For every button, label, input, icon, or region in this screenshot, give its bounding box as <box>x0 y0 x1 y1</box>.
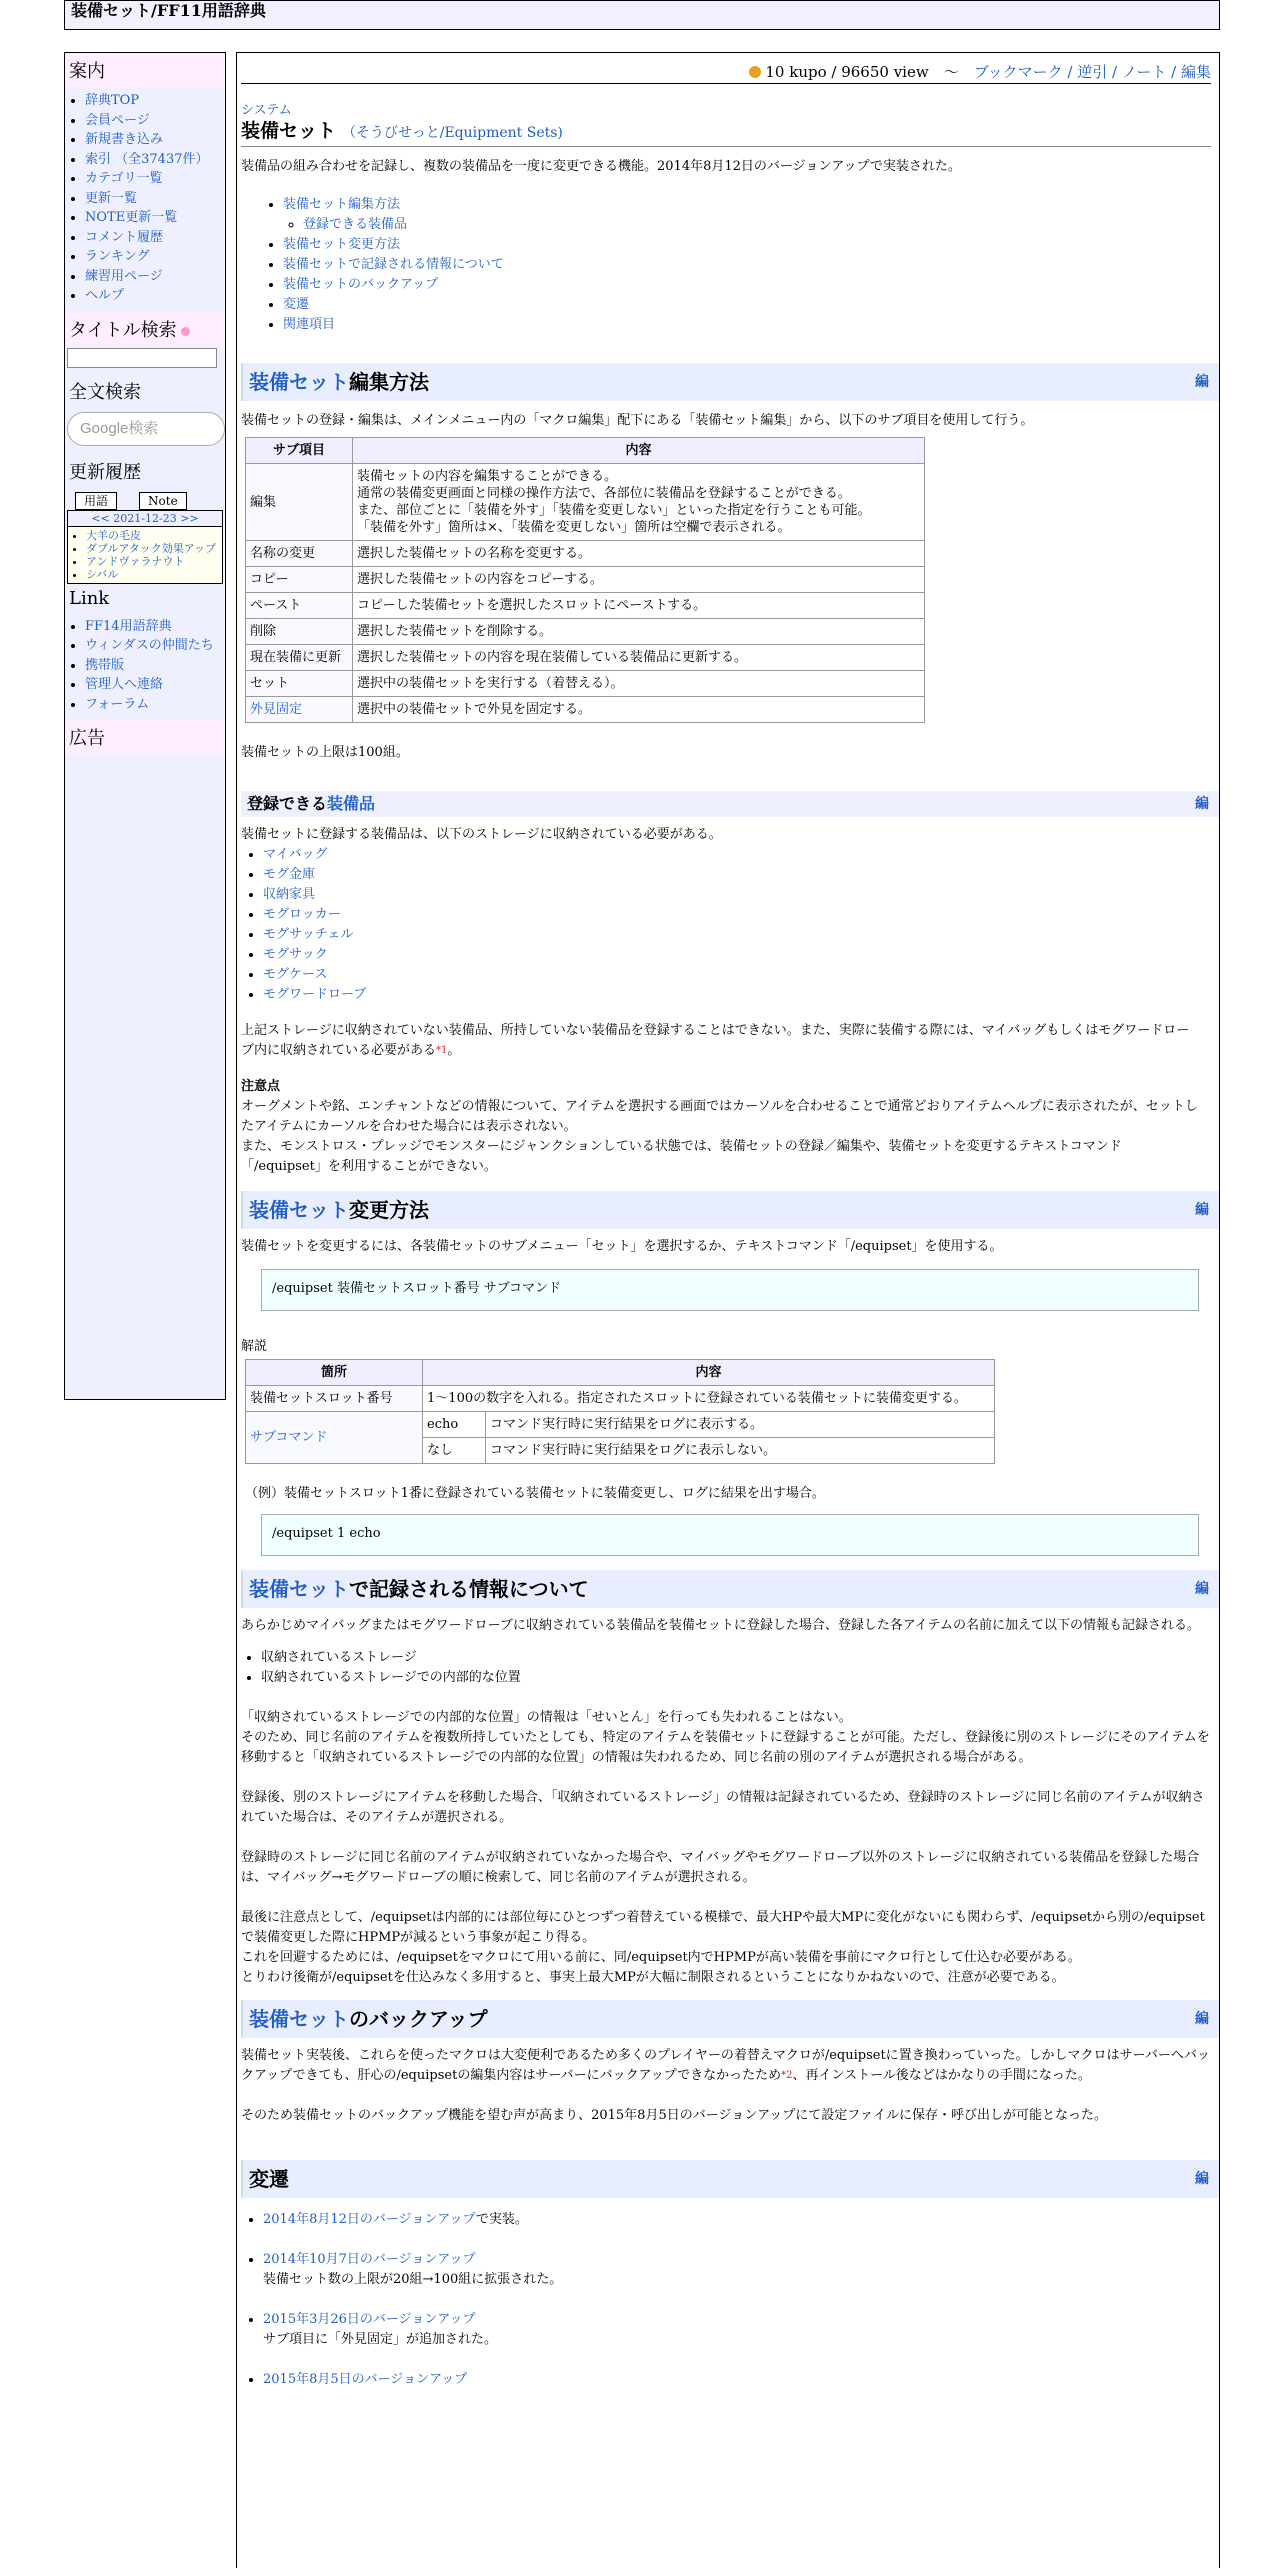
link-item[interactable]: 携帯版 <box>85 657 125 673</box>
nav-item[interactable]: カテゴリ一覧 <box>85 171 163 186</box>
edit-link[interactable]: 編 <box>1195 796 1209 812</box>
nav-title: 案内 <box>65 53 225 87</box>
section-heading-registrable: 登録できる装備品 編 <box>241 791 1219 817</box>
edit-link[interactable]: 編 <box>1195 374 1209 390</box>
example-text: （例）装備セットスロット1番に登録されている装備セットに装備変更し、ログに結果を出す場合。 <box>245 1486 825 1501</box>
list-item[interactable]: モグケース <box>263 967 328 982</box>
link-heading: Link <box>69 587 110 609</box>
edit-link[interactable]: 編 <box>1195 2171 1209 2187</box>
list-item: • 2015年8月5日のバージョンアップ <box>263 2370 1219 2390</box>
edit-link[interactable]: 編 <box>1195 2011 1209 2027</box>
list-item[interactable]: マイバッグ <box>263 847 328 862</box>
google-search-input[interactable]: Google検索 <box>67 412 225 446</box>
view-stats: 10 kupo / 96650 view ～ <box>765 63 959 81</box>
list-item: • 2014年8月12日のバージョンアップで実装。 <box>263 2210 1219 2230</box>
registrable-lead: 装備セットに登録する装備品は、以下のストレージに収納されている必要がある。 <box>241 827 722 842</box>
table-of-contents <box>241 195 1219 335</box>
nav-item[interactable]: ヘルプ <box>85 288 125 303</box>
nav-item[interactable]: ランキング <box>85 249 150 264</box>
history-tab-terms[interactable]: 用語 <box>75 492 117 510</box>
history-list <box>241 2210 1219 2390</box>
section-heading-change: 装備セット変更方法 編 <box>241 1191 1219 1229</box>
nav-item[interactable]: 会員ページ <box>85 112 150 128</box>
list-item: • 収納されているストレージ <box>261 1648 1219 1668</box>
table-row: セット 選択中の装備セットを実行する（着替える）。 <box>246 671 925 697</box>
intro-text: 装備品の組み合わせを記録し、複数の装備品を一度に変更できる機能。2014年8月12日のバージョンアップで実装された。 <box>241 159 961 174</box>
link-item[interactable]: FF14用語辞典 <box>85 618 172 634</box>
list-item: • 収納されているストレージでの内部的な位置 <box>261 1668 1219 1688</box>
section-heading-history: 変遷 編 <box>241 2160 1219 2198</box>
list-item[interactable]: 収納家具 <box>263 887 316 902</box>
section-heading-info: 装備セットで記録される情報について 編 <box>241 1570 1219 1608</box>
toc-item[interactable]: 装備セット編集方法 <box>283 197 401 212</box>
toc-item[interactable]: 装備セットで記録される情報について <box>283 257 504 272</box>
backup-p2: そのため装備セットのバックアップ機能を望む声が高まり、2015年8月5日のバージョンアップにて設定ファイルに保存・呼び出しが可能となった。 <box>241 2108 1108 2123</box>
history-heading: 更新履歴 <box>69 461 141 483</box>
history-item[interactable]: アンドヴァラナウト <box>86 554 185 568</box>
section-heading-edit: 装備セット編集方法 編 <box>241 363 1219 401</box>
category-link[interactable]: システム <box>241 103 292 118</box>
kupo-icon <box>749 66 761 78</box>
edit-link[interactable]: 編 <box>1195 1202 1209 1218</box>
table-row: 名称の変更 選択した装備セットの名称を変更する。 <box>246 541 925 567</box>
page-header <box>64 0 1220 30</box>
list-item[interactable]: モグロッカー <box>263 907 341 922</box>
toc-item[interactable]: 装備セット変更方法 <box>283 237 401 252</box>
info-p4: 登録時のストレージに同じ名前のアイテムが収納されていなかった場合や、マイバッグやモグワードローブ以外のストレージに収納されている装備品を登録した場合は、マイバッグ→モグワードローブの順に検索して、同じ名前のアイテムが選択される。 <box>241 1850 1200 1885</box>
backup-p1: 装備セット実装後、これらを使ったマクロは大変便利であるため多くのプレイヤーの着替えマクロが/equipsetに置き換わっていった。しかしマクロはサーバーへバックアップできても、肝心の/equipsetの編集内容はサーバーにバックアップできなかったため$^{*2}$、再インストール後などはかなりの手間になった。 <box>241 2048 1210 2083</box>
list-item[interactable]: モグサック <box>263 947 328 962</box>
table-row: なし コマンド実行時に実行結果をログに表示しない。 <box>246 1438 995 1464</box>
table-row: 編集 装備セットの内容を編集することができる。 通常の装備変更画面と同様の操作方法で、各部位に装備品を登録することができる。 また、部位ごとに「装備を外す」「装備を変更しない」といった指定を行うことも可能。 「装備を外す」箇所は×、「装備を変更しない」箇所は空欄で表示される。 <box>246 464 925 541</box>
info-list <box>241 1648 1219 1688</box>
info-p1: あらかじめマイバッグまたはモグワードローブに収納されている装備品を装備セットに登録した場合、登録した各アイテムの名前に加えて以下の情報も記録される。 <box>241 1618 1201 1633</box>
edit-lead: 装備セットの登録・編集は、メインメニュー内の「マクロ編集」配下にある「装備セット編集」から、以下のサブ項目を使用して行う。 <box>241 413 1034 428</box>
info-p5: 最後に注意点として、/equipsetは内部的には部位毎にひとつずつ着替えている模様で、最大HPや最大MPに変化がないにも関わらず、/equipsetから別の/equipsetで装備変更した際にHPMPが減るという事象が起こり得る。 これを回避するためには、/equipsetをマクロにて用いる前に、同/equipset内でHPMPが高い装備を事前にマクロ行として仕込む必要がある。 とりわけ後衛が/equipsetを仕込みなく多用すると、事実上最大MPが大幅に制限されるということになりかねないので、注意が必要である。 <box>241 1910 1205 1985</box>
change-lead: 装備セットを変更するには、各装備セットのサブメニュー「セット」を選択するか、テキストコマンド「/equipset」を使用する。 <box>241 1239 1003 1254</box>
table-row: コピー 選択した装備セットの内容をコピーする。 <box>246 567 925 593</box>
history-item[interactable]: シバル <box>86 567 119 581</box>
nav-item[interactable]: 練習用ページ <box>85 268 163 284</box>
link-item[interactable]: ウィンダスの仲間たち <box>85 638 214 653</box>
nav-item[interactable]: コメント履歴 <box>85 229 164 245</box>
footnote-ref[interactable]: *1 <box>436 1045 448 1056</box>
code-block: /equipset 装備セットスロット番号 サブコマンド <box>261 1269 1199 1311</box>
page-title: 装備セット/FF11用語辞典 <box>71 1 266 20</box>
list-item[interactable]: モグワードローブ <box>263 987 367 1002</box>
table-row: 外見固定 選択中の装備セットで外見を固定する。 <box>246 697 925 723</box>
edit-limit: 装備セットの上限は100組。 <box>241 745 409 760</box>
table-row: 装備セットスロット番号 1～100の数字を入れる。指定されたスロットに登録されている装備セットに装備変更する。 <box>246 1386 995 1412</box>
registrable-note: 上記ストレージに収納されていない装備品、所持していない装備品を登録することはできない。また、実際に装備する際には、マイバッグもしくはモグワードローブ内に収納されている必要がある$^{*1}$。 <box>241 1023 1190 1058</box>
title-search-input[interactable] <box>67 348 217 368</box>
table-row: 現在装備に更新 選択した装備セットの内容を現在装備している装備品に更新する。 <box>246 645 925 671</box>
top-bar <box>241 61 1211 84</box>
toc-item[interactable]: 変遷 <box>283 297 310 312</box>
link-item[interactable]: フォーラム <box>85 696 150 712</box>
list-item: • 2014年10月7日のバージョンアップ 装備セット数の上限が20組→100組に拡張された。 <box>263 2250 1219 2290</box>
footnote-ref[interactable]: *2 <box>781 2070 793 2081</box>
table-row: サブコマンド echo コマンド実行時に実行結果をログに表示する。 <box>246 1412 995 1438</box>
example-code-block: /equipset 1 echo <box>261 1514 1199 1556</box>
nav-item[interactable]: 辞典TOP <box>85 93 140 108</box>
entry-title: 装備セット （そうびせっと/Equipment Sets) <box>241 118 1211 147</box>
history-tab-note[interactable]: Note <box>139 492 187 510</box>
storage-list <box>241 845 1219 1005</box>
history-item[interactable]: 大羊の毛皮 <box>86 528 141 542</box>
caution-title: 注意点 <box>241 1079 281 1094</box>
nav-item[interactable]: 新規書き込み <box>85 132 164 147</box>
nav-item[interactable]: 更新一覧 <box>85 190 138 206</box>
nav-item[interactable]: 索引 （全37437件） <box>85 151 209 167</box>
info-p2: 「収納されているストレージでの内部的な位置」の情報は「せいとん」を行っても失われることはない。 そのため、同じ名前のアイテムを複数所持していたとしても、特定のアイテムを装備セットに登録することが可能。ただし、登録後に別のストレージにそのアイテムを移動すると「収納されているストレージでの内部的な位置」の情報は失われるため、同じ名前の別のアイテムが選択される場合がある。 <box>241 1710 1210 1765</box>
edit-subitems-table: サブ項目 内容 編集 装備セットの内容を編集することができる。 通常の装備変更画面と同様の操作方法で、各部位に装備品を登録することができる。 また、部位ごとに「装備を外す」「装備を変更しない」といった指定を行うことも可能。 「装備を外す」箇所は×、「装備を変更しない」箇所は空欄で表示される。 名称の変更 選択した装備セットの名称を変更する。 コピー 選択した装備セットの内容をコピーする。 ペースト コピーした装備セットを選択したスロットにペーストする。 削除 選択した装備セットを削除する。 現在装備に更新 選択した装備セットの内容を現在装備している装備品に更新する。 セット 選択中の装備セットを実行する（着替える）。 外見固定 選択中の装備セットで外見を固定する。 <box>245 437 925 723</box>
toc-item[interactable]: 関連項目 <box>283 317 336 332</box>
command-table: 箇所 内容 装備セットスロット番号 1～100の数字を入れる。指定されたスロットに登録されている装備セットに装備変更する。 サブコマンド echo コマンド実行時に実行結果をログに表示する。 なし コマンド実行時に実行結果をログに表示しない。 <box>245 1359 995 1464</box>
nav-list <box>65 91 225 306</box>
list-item: • 2015年3月26日のバージョンアップ サブ項目に「外見固定」が追加された。 <box>263 2310 1219 2350</box>
list-item[interactable]: モグ金庫 <box>263 867 316 882</box>
toc-item[interactable]: 登録できる装備品 <box>303 217 408 232</box>
list-item[interactable]: モグサッチェル <box>263 927 354 942</box>
title-search-heading: タイトル検索 <box>65 312 225 346</box>
history-item[interactable]: ダブルアタック効果アップ <box>86 541 217 555</box>
caution-text-1: オーグメントや銘、エンチャントなどの情報について、アイテムを選択する画面ではカーソルを合わせることで通常どおりアイテムヘルプに表示されたが、セットしたアイテムにカーソルを合わせた場合には表示されない。 <box>241 1099 1198 1134</box>
toc-item[interactable]: 装備セットのバックアップ <box>283 277 439 292</box>
explain-label: 解説 <box>241 1339 268 1354</box>
title-reading: （そうびせっと/Equipment Sets) <box>342 125 563 141</box>
edit-link[interactable]: 編 <box>1195 1581 1209 1597</box>
table-row: ペースト コピーした装備セットを選択したスロットにペーストする。 <box>246 593 925 619</box>
history-date-nav[interactable]: << 2021-12-23 >> <box>68 511 222 527</box>
link-item[interactable]: 管理人へ連絡 <box>85 677 164 692</box>
history-box <box>67 510 223 584</box>
section-heading-backup: 装備セットのバックアップ 編 <box>241 2000 1219 2038</box>
sidebar <box>64 52 226 1400</box>
main-content <box>236 52 1220 2568</box>
caution-text-2: また、モンストロス・プレッジでモンスターにジャンクションしている状態では、装備セットの登録／編集や、装備セットを変更するテキストコマンド「/equipset」を利用することができない。 <box>241 1139 1122 1174</box>
top-links[interactable]: ブックマーク / 逆引 / ノート / 編集 <box>973 63 1211 81</box>
fulltext-search-heading: 全文検索 <box>69 381 141 403</box>
table-row: 削除 選択した装備セットを削除する。 <box>246 619 925 645</box>
info-p3: 登録後、別のストレージにアイテムを移動した場合、「収納されているストレージ」の情報は記録されているため、登録時のストレージに同じ名前のアイテムが収納されていた場合は、そのアイテムが選択される。 <box>241 1790 1205 1825</box>
pink-dot-icon <box>181 327 190 336</box>
ad-heading: 広告 <box>65 720 225 754</box>
nav-item[interactable]: NOTE更新一覧 <box>85 210 178 225</box>
